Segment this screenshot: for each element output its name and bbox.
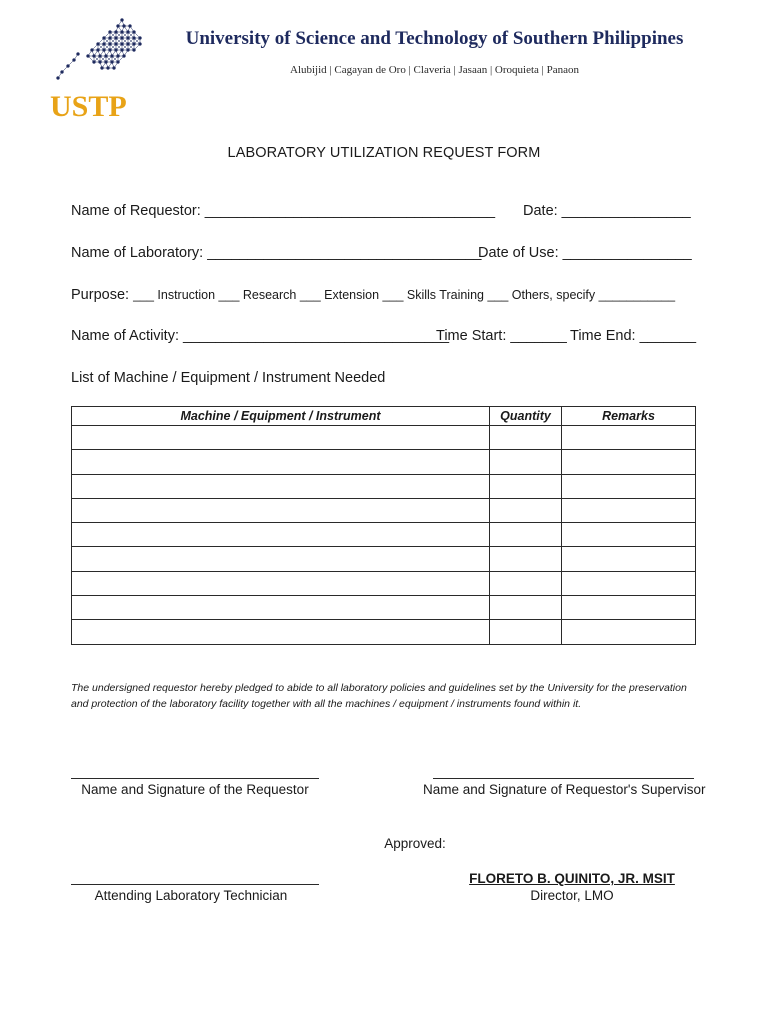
time-end-field[interactable]: Time End: _______ (570, 328, 697, 344)
table-row (72, 498, 696, 522)
column-header-remarks: Remarks (562, 407, 696, 426)
campus-list: Alubijid | Cagayan de Oro | Claveria | Jasaan | Oroquieta | Panaon (290, 64, 579, 76)
quantity-cell[interactable] (490, 498, 562, 522)
machine-cell[interactable] (72, 547, 490, 571)
technician-signature-line[interactable] (71, 884, 319, 885)
quantity-cell[interactable] (490, 426, 562, 450)
form-title: LABORATORY UTILIZATION REQUEST FORM (227, 145, 541, 161)
table-row (72, 620, 696, 644)
purpose-label: Purpose: (71, 287, 130, 303)
remarks-cell[interactable] (562, 498, 696, 522)
remarks-cell[interactable] (562, 596, 696, 620)
supervisor-signature-label: Name and Signature of Requestor's Supervisor (423, 782, 706, 797)
table-row (72, 547, 696, 571)
director-name: FLORETO B. QUINITO, JR. MSIT (469, 871, 675, 886)
table-row (72, 596, 696, 620)
quantity-cell[interactable] (490, 596, 562, 620)
remarks-cell[interactable] (562, 547, 696, 571)
table-row (72, 426, 696, 450)
machine-cell[interactable] (72, 571, 490, 595)
technician-label: Attending Laboratory Technician (94, 888, 288, 903)
laboratory-field[interactable]: Name of Laboratory: __________________________________ (71, 245, 482, 261)
column-header-quantity: Quantity (490, 407, 562, 426)
university-name: University of Science and Technology of Southern Philippines (185, 28, 684, 49)
table-header-row (72, 407, 696, 426)
equipment-list-heading: List of Machine / Equipment / Instrument Needed (71, 370, 386, 386)
requestor-signature-line[interactable] (71, 778, 319, 779)
director-title: Director, LMO (530, 888, 614, 903)
purpose-row (71, 287, 675, 303)
approved-label: Approved: (384, 836, 446, 851)
supervisor-signature-line[interactable] (433, 778, 694, 779)
table-body (72, 426, 696, 645)
table-row (72, 523, 696, 547)
table-row (72, 450, 696, 474)
quantity-cell[interactable] (490, 450, 562, 474)
date-of-use-field[interactable]: Date of Use: ________________ (478, 245, 692, 261)
machine-cell[interactable] (72, 620, 490, 644)
machine-cell[interactable] (72, 498, 490, 522)
requestor-signature-label: Name and Signature of the Requestor (81, 782, 309, 797)
remarks-cell[interactable] (562, 474, 696, 498)
requestor-field[interactable]: Name of Requestor: ____________________________________ (71, 203, 496, 219)
quantity-cell[interactable] (490, 474, 562, 498)
quantity-cell[interactable] (490, 547, 562, 571)
activity-field[interactable]: Name of Activity: _________________________________ (71, 328, 450, 344)
machine-cell[interactable] (72, 596, 490, 620)
table-row (72, 571, 696, 595)
remarks-cell[interactable] (562, 620, 696, 644)
time-start-field[interactable]: Time Start: _______ (436, 328, 567, 344)
purpose-options[interactable]: ___ Instruction ___ Research ___ Extension ___ Skills Training ___ Others, specify ___________ (133, 288, 676, 302)
dots-network-icon (48, 14, 156, 122)
quantity-cell[interactable] (490, 523, 562, 547)
logo-text: USTP (50, 90, 127, 122)
remarks-cell[interactable] (562, 426, 696, 450)
date-field[interactable]: Date: ________________ (523, 203, 691, 219)
equipment-table (71, 406, 696, 645)
machine-cell[interactable] (72, 523, 490, 547)
table-row (72, 474, 696, 498)
machine-cell[interactable] (72, 450, 490, 474)
quantity-cell[interactable] (490, 620, 562, 644)
quantity-cell[interactable] (490, 571, 562, 595)
column-header-machine: Machine / Equipment / Instrument (72, 407, 490, 426)
machine-cell[interactable] (72, 426, 490, 450)
remarks-cell[interactable] (562, 450, 696, 474)
remarks-cell[interactable] (562, 523, 696, 547)
ustp-logo (48, 14, 156, 122)
pledge-text: The undersigned requestor hereby pledged to abide to all laboratory policies and guidelines set by the University for the preservation and protection of the laboratory facility together with all the machines / equipment / instruments found within it. (71, 682, 687, 710)
remarks-cell[interactable] (562, 571, 696, 595)
machine-cell[interactable] (72, 474, 490, 498)
